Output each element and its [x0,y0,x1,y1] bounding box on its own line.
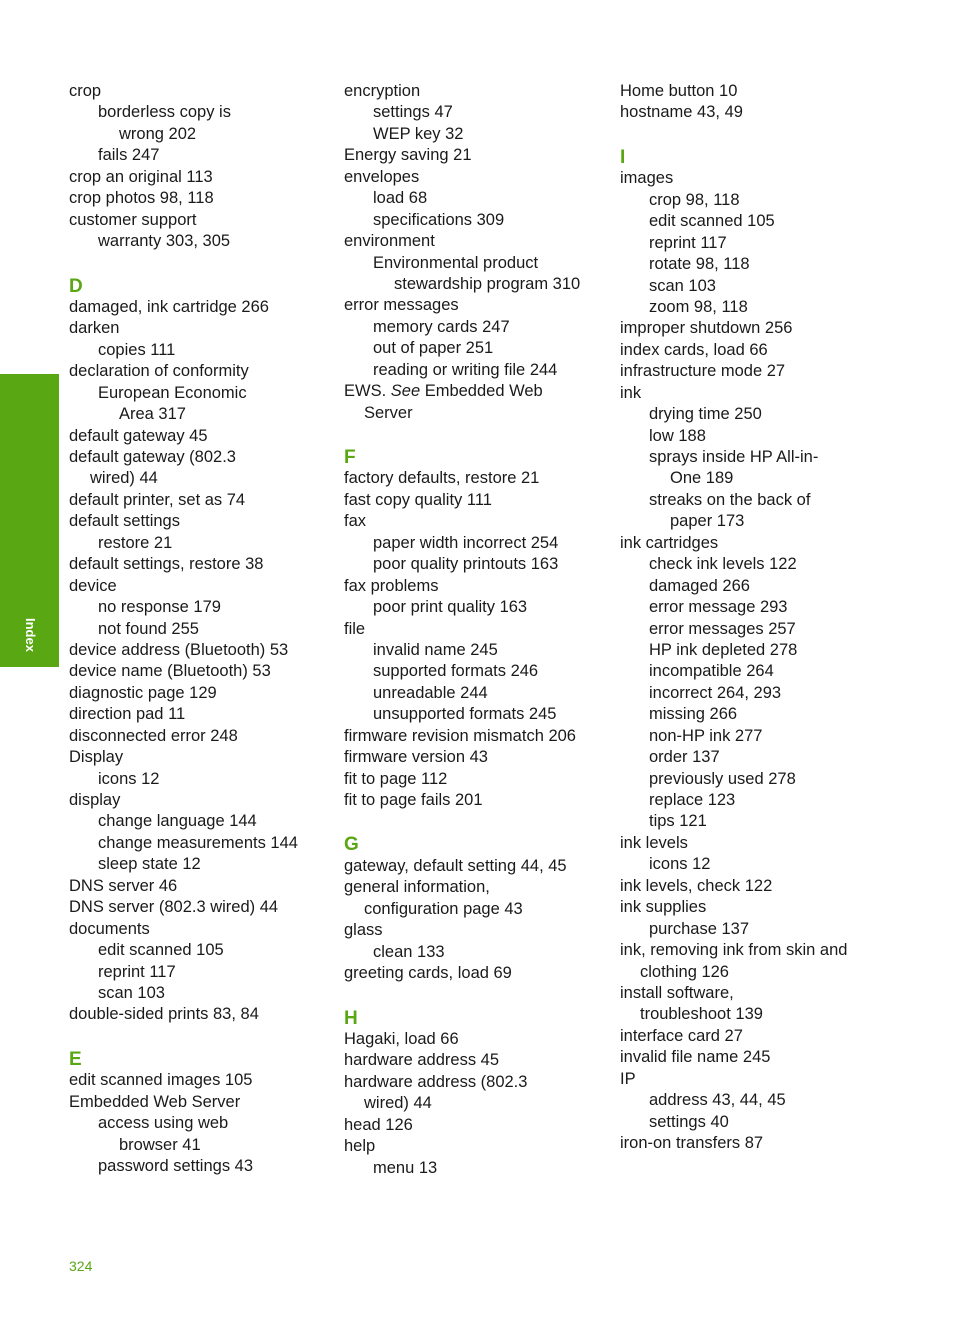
index-entry: file [344,619,366,638]
index-subentry: reading or writing file 244 [373,360,558,379]
index-entry: fax problems [344,576,439,595]
index-entry: hardware address (802.3 [344,1072,528,1091]
index-entry: envelopes [344,167,420,186]
index-subentry: poor print quality 163 [373,598,528,617]
index-subentry: zoom 98, 118 [649,297,748,316]
index-entry: iron-on transfers 87 [620,1134,764,1152]
index-subentry: restore 21 [98,533,173,552]
index-entry: hardware address 45 [344,1051,500,1070]
index-entry: glass [344,921,383,940]
index-entry: ink cartridges [620,533,719,552]
index-subentry: streaks on the back of [649,490,811,509]
index-subentry: wrong 202 [119,124,197,143]
index-subentry: password settings 43 [98,1157,254,1175]
section-letter-heading: I [620,146,626,168]
index-subentry: supported formats 246 [373,662,539,681]
index-subentry: damaged 266 [649,576,750,595]
index-subentry: HP ink depleted 278 [649,640,798,659]
index-entry: Hagaki, load 66 [344,1029,459,1048]
index-entry: documents [69,919,150,938]
index-entry: damaged, ink cartridge 266 [69,297,269,316]
index-subentry: specifications 309 [373,210,505,229]
index-entry: fit to page fails 201 [344,791,483,809]
index-subentry: change measurements 144 [98,833,298,852]
index-entry: hostname 43, 49 [620,103,743,122]
index-entry: declaration of conformity [69,362,249,381]
index-subentry: change language 144 [98,812,257,831]
index-subentry: sprays inside HP All-in- [649,448,819,466]
index-subentry: sleep state 12 [98,855,201,874]
index-column-3 [620,81,880,1154]
index-subentry: edit scanned 105 [649,212,775,231]
index-entry: ink, removing ink from skin and [620,941,848,960]
section-letter-heading: D [69,275,83,297]
index-subentry: invalid name 245 [373,640,498,659]
index-column-2 [344,81,604,1179]
index-subentry: stewardship program 310 [394,274,581,293]
index-entry: DNS server 46 [69,876,178,895]
index-entry: DNS server (802.3 wired) 44 [69,898,279,917]
index-entry: edit scanned images 105 [69,1071,253,1090]
section-letter-heading: F [344,447,356,468]
index-entry: install software, [620,983,734,1002]
index-subentry: clean 133 [373,942,445,961]
index-entry: factory defaults, restore 21 [344,469,540,488]
index-entry: Display [69,748,124,767]
index-entry: Energy saving 21 [344,146,472,165]
index-subentry: browser 41 [119,1135,201,1154]
page-number: 324 [69,1258,93,1274]
index-column-1 [69,81,319,1177]
index-entry: default gateway (802.3 [69,448,236,466]
index-subentry: check ink levels 122 [649,555,797,574]
index-entry: encryption [344,82,421,100]
index-subentry: missing 266 [649,705,738,724]
index-entry: display [69,791,121,809]
index-entry: head 126 [344,1115,413,1134]
index-subentry: icons 12 [649,855,711,874]
index-entry: ink supplies [620,898,707,917]
index-entry: default settings, restore 38 [69,555,264,574]
index-entry: crop [69,82,102,100]
index-entry: index cards, load 66 [620,340,768,359]
index-entry: disconnected error 248 [69,726,238,745]
index-subentry: unsupported formats 245 [373,705,557,724]
index-entry: images [620,169,674,188]
index-entry: general information, [344,878,490,897]
index-subentry: incorrect 264, 293 [649,683,782,702]
index-subentry: memory cards 247 [373,317,510,336]
index-subentry: WEP key 32 [373,124,464,143]
index-subentry: borderless copy is [98,103,231,122]
index-subentry: incompatible 264 [649,662,774,681]
index-subentry: copies 111 [98,340,176,359]
index-entry: device [69,576,117,595]
index-entry: infrastructure mode 27 [620,362,786,381]
index-subentry: settings 47 [373,103,453,122]
index-subentry: drying time 250 [649,405,762,424]
index-subentry: tips 121 [649,812,707,831]
index-entry: error messages [344,296,459,315]
index-subentry: paper 173 [670,512,745,531]
index-subentry: not found 255 [98,619,199,638]
index-entry: crop photos 98, 118 [69,189,214,208]
index-subentry: troubleshoot 139 [640,1005,763,1024]
index-subentry: icons 12 [98,769,160,788]
index-subentry: European Economic [98,383,247,402]
index-subentry: non-HP ink 277 [649,726,763,745]
index-entry: IP [620,1069,636,1088]
index-entry: customer support [69,210,197,229]
index-entry: crop an original 113 [69,167,213,186]
index-subentry: warranty 303, 305 [98,232,231,251]
index-entry: Home button 10 [620,82,738,100]
index-entry: diagnostic page 129 [69,683,217,702]
index-subentry: no response 179 [98,598,221,617]
index-subentry: wired) 44 [364,1094,432,1113]
index-entry: direction pad 11 [69,705,186,724]
index-subentry: One 189 [670,469,734,488]
index-entry: fast copy quality 111 [344,490,492,509]
index-entry: ink levels [620,833,688,852]
index-entry: double-sided prints 83, 84 [69,1005,259,1024]
index-subentry: low 188 [649,426,706,445]
index-subentry: order 137 [649,748,720,767]
index-subentry: configuration page 43 [364,899,523,918]
index-entry: interface card 27 [620,1026,743,1045]
index-entry: environment [344,232,435,251]
index-subentry: menu 13 [373,1158,438,1177]
index-subentry: purchase 137 [649,919,749,938]
index-subentry: error messages 257 [649,619,796,638]
section-letter-heading: E [69,1048,82,1070]
index-entry: ink [620,383,642,402]
index-subentry: paper width incorrect 254 [373,533,559,552]
index-subentry: rotate 98, 118 [649,255,750,274]
side-tab-label: Index [23,618,38,652]
index-subentry: poor quality printouts 163 [373,555,559,574]
index-entry: default printer, set as 74 [69,490,246,509]
index-subentry: Area 317 [119,405,186,424]
index-entry: ink levels, check 122 [620,876,773,895]
index-subentry: previously used 278 [649,769,796,788]
index-entry: help [344,1137,376,1156]
index-entry: fit to page 112 [344,769,448,788]
index-entry: Embedded Web Server [69,1092,241,1111]
index-subentry: scan 103 [649,276,716,295]
index-subentry: Environmental product [373,253,539,272]
index-subentry: error message 293 [649,598,788,617]
index-subentry: unreadable 244 [373,683,488,702]
index-entry: EWS. See Embedded Web [344,382,543,401]
index-entry: device name (Bluetooth) 53 [69,662,271,681]
section-letter-heading: H [344,1007,358,1029]
index-subentry: out of paper 251 [373,339,494,358]
index-entry: firmware revision mismatch 206 [344,726,576,745]
index-subentry: crop 98, 118 [649,190,740,209]
index-entry: greeting cards, load 69 [344,964,512,983]
index-subentry: reprint 117 [649,233,727,252]
section-letter-heading: G [344,834,359,856]
index-subentry: replace 123 [649,791,736,809]
index-subentry: wired) 44 [90,469,158,488]
index-subentry: Server [364,403,413,422]
index-subentry: access using web [98,1114,229,1133]
index-subentry: settings 40 [649,1112,729,1131]
index-subentry: scan 103 [98,983,165,1002]
index-subentry: clothing 126 [640,962,729,981]
index-subentry: reprint 117 [98,962,176,981]
index-entry: invalid file name 245 [620,1048,771,1067]
index-subentry: edit scanned 105 [98,941,224,960]
index-entry: firmware version 43 [344,748,488,767]
index-entry: gateway, default setting 44, 45 [344,856,567,875]
index-entry: improper shutdown 256 [620,319,793,338]
index-entry: darken [69,319,120,338]
index-entry: default settings [69,512,180,531]
index-subentry: load 68 [373,189,428,208]
index-entry: fax [344,512,367,531]
index-subentry: fails 247 [98,146,160,165]
index-entry: default gateway 45 [69,426,208,445]
index-entry: device address (Bluetooth) 53 [69,640,289,659]
index-subentry: address 43, 44, 45 [649,1091,786,1110]
